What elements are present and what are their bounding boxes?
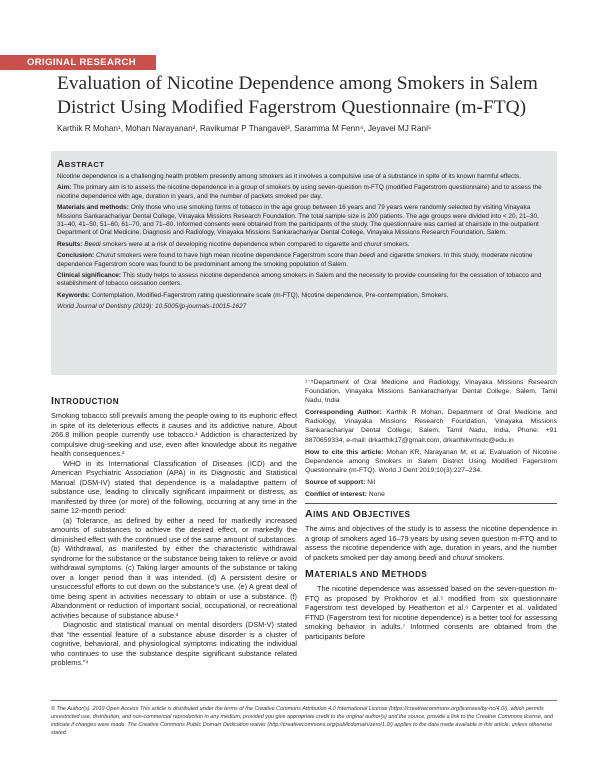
abstract-box <box>51 151 557 375</box>
abstract-keywords: Keywords: Contemplation, Modified-Fagerstrom rating questionnaire scale (m-FTQ), Nicotine dependence, Pre-contemplation, Smokers. <box>57 291 449 299</box>
abstract-intro: Nicotine dependence is a challenging health problem presently among smokers as it involves a compulsive use of a substance in spite of its known harmful effects. <box>57 173 521 180</box>
left-column <box>51 395 297 668</box>
source-of-support: Source of support: Nil <box>305 478 376 486</box>
aims-paragraph: The aims and objectives of the study is to assess the nicotine dependence in a group of smokers aged 16–79 years by using seven question m-FTQ and to assess the nicotine dependence with age, duration in years, and the number of packets smoked per day among beedi and churut smokers. <box>305 524 557 562</box>
introduction-heading: INTRODUCTION <box>51 395 120 407</box>
corresponding-author: Corresponding Author: Karthik R Mohan, Department of Oral Medicine and Radiology, Vinayaka Missions Research Foundation, Vinayaka Missions Sankarachariyar Dental College, Salem, Tamil Nadu, India, Phone: +91 8870659334, e-mail: drkarthik17@gmail.com, drkarthikvmsdc@edu.in <box>305 409 557 444</box>
abstract-clinical-significance: Clinical significance: This study helps to assess nicotine dependence among smokers in Salem and the necessity to provide counseling for the cessation of tobacco and establishment of tobacco cessation centers. <box>57 272 542 288</box>
journal-citation: World Journal of Dentistry (2019): 10.5005/jp-journals-10015-1627 <box>57 303 247 311</box>
methods-heading: MATERIALS AND METHODS <box>305 568 428 581</box>
intro-paragraph-4: Diagnostic and statistical manual on mental disorders (DSM-V) stated that “the essential feature of a substance abuse disorder is a cluster of cognitive, behavioral, and physiological symptoms indicating the individual who continues to use the substance despite significant substance related problems.”⁴ <box>51 620 297 667</box>
article-type-banner: ORIGINAL RESEARCH <box>0 55 156 70</box>
abstract-aim: Aim: The primary aim is to assess the nicotine dependence in a group of smokers by using seven-question m-FTQ (modified Fagerstrom questionnaire) and to assess the nicotine dependence with age, duration in years, and the number of packets smoked per day. <box>57 184 542 200</box>
abstract-conclusion: Conclusion: Churut smokers were found to have high mean nicotine dependence Fagerstrom score than beedi and cigarette smokers. In this study, moderate nicotine dependence Fagerstrom score was found to be predominant among the smoking population of Salem. <box>57 252 533 268</box>
aims-heading: AIMS AND OBJECTIVES <box>305 508 411 521</box>
abstract-results: Results: Beedi smokers were at a risk of developing nicotine dependence when compared to cigarette and churut smokers. <box>57 240 410 248</box>
affiliation: ¹⁻⁵Department of Oral Medicine and Radiology, Vinayaka Missions Research Foundation, Vinayaka Missions Sankarachariyar Dental College, Salem, Tamil Nadu, India <box>305 379 557 405</box>
right-column <box>305 378 557 641</box>
intro-paragraph-1: Smoking tobacco still prevails among the people owing to its euphoric effect in spite of its deleterious effects it causes and its addictive nature. About 266.8 million people currently use tobacco.¹ Addiction is characterized by compulsive drug-seeking and use, even after knowledge about its negative health consequences.² <box>51 411 297 458</box>
divider <box>305 503 557 504</box>
footnote-divider <box>51 700 557 701</box>
how-to-cite: How to cite this article: Mohan KR, Narayanan M, et al. Evaluation of Nicotine Dependence among Smokers in Salem District Using Modified Fagerstrom Questionnaire (m-FTQ). World J Dent 2019;10(3):227–234. <box>305 448 557 474</box>
methods-paragraph: The nicotine dependence was assessed based on the seven-question m-FTQ as proposed by Prokhorov et al.⁵ modified from six questionnaire Fagerstrom test developed by Heatherton et al.⁶ Carpenter et al. validated FTND (Fagerstrom test for nicotine dependence) is a better tool for assessing smoking behavior in adults.⁷ Informed consents are obtained from the participants before <box>305 584 557 641</box>
abstract-heading: ABSTRACT <box>57 159 105 170</box>
intro-criteria-list: (a) Tolerance, as defined by either a need for markedly increased amounts of substances to achieve the desired effect, or markedly the diminished effect with the continued use of the same amount of substances. (b) Withdrawal, as manifested by either the characteristic withdrawal syndrome for the substance or the substance being taken to relieve or avoid withdrawal symptoms. (c) Taking larger amounts of the substance or taking over a longer period than it was intended. (d) A persistent desire or unsuccessful efforts to cut down on the substance’s use. (e) A great deal of time being spent in activities necessary to obtain or use a substance. (f) Abandonment or reduction of important social, occupational, or recreational activities because of substance abuse.³ <box>51 515 297 620</box>
conflict-of-interest: Conflict of interest: None <box>305 491 385 499</box>
abstract-methods: Materials and methods: Only those who use smoking forms of tobacco in the age group between 16 years and 79 years were randomly selected by visiting Vinayaka Missions Sankarachariyar Dental College, Vinayaka Missions Research Foundation. The total sample size is 200 patients. The age groups were divided into < 20, 21–30, 31–40, 41–50, 51–60, 61–70, and 71–80. Informed consents were obtained from the participants of the study. The questionnaire was carried at chairside in the outpatient Department of Oral Medicine, Diagnosis and Radiology, Vinayaka Missions Sankarachariyar Dental College, Vinayaka Missions Research Foundation, Salem. <box>57 204 539 237</box>
author-list: Karthik R Mohan¹, Mohan Narayanan², Ravikumar P Thangavel³, Saramma M Fenn⁴, Jeyavel MJ Rani⁵ <box>57 124 432 133</box>
article-title: Evaluation of Nicotine Dependence among Smokers in Salem District Using Modified Fagerstrom Questionnaire (m-FTQ) <box>57 73 538 118</box>
intro-paragraph-2: WHO in its International Classification of Diseases (ICD) and the American Psychiatric Association (APA) in its Diagnostic and Statistical Manual (DSM-IV) stated that dependence is a maladaptive pattern of substance use, leading to clinically significant impairment or distress, as manifested by three (or more) of the following, occurring at any time in the same 12-month period: <box>51 458 297 515</box>
license-footnote: © The Author(s). 2019 Open Access This article is distributed under the terms of the Creative Commons Attribution 4.0 International License (https://creativecommons.org/licenses/by-nc/4.0/), which permits unrestricted use, distribution, and non-commercial reproduction in any medium, provided you give appropriate credit to the original author(s) and the source, provide a link to the Creative Commons license, and indicate if changes were made. The Creative Commons Public Domain Dedication waiver (http://creativecommons.org/publicdomain/zero/1.0/) applies to the data made available in this article, unless otherwise stated. <box>51 706 554 736</box>
